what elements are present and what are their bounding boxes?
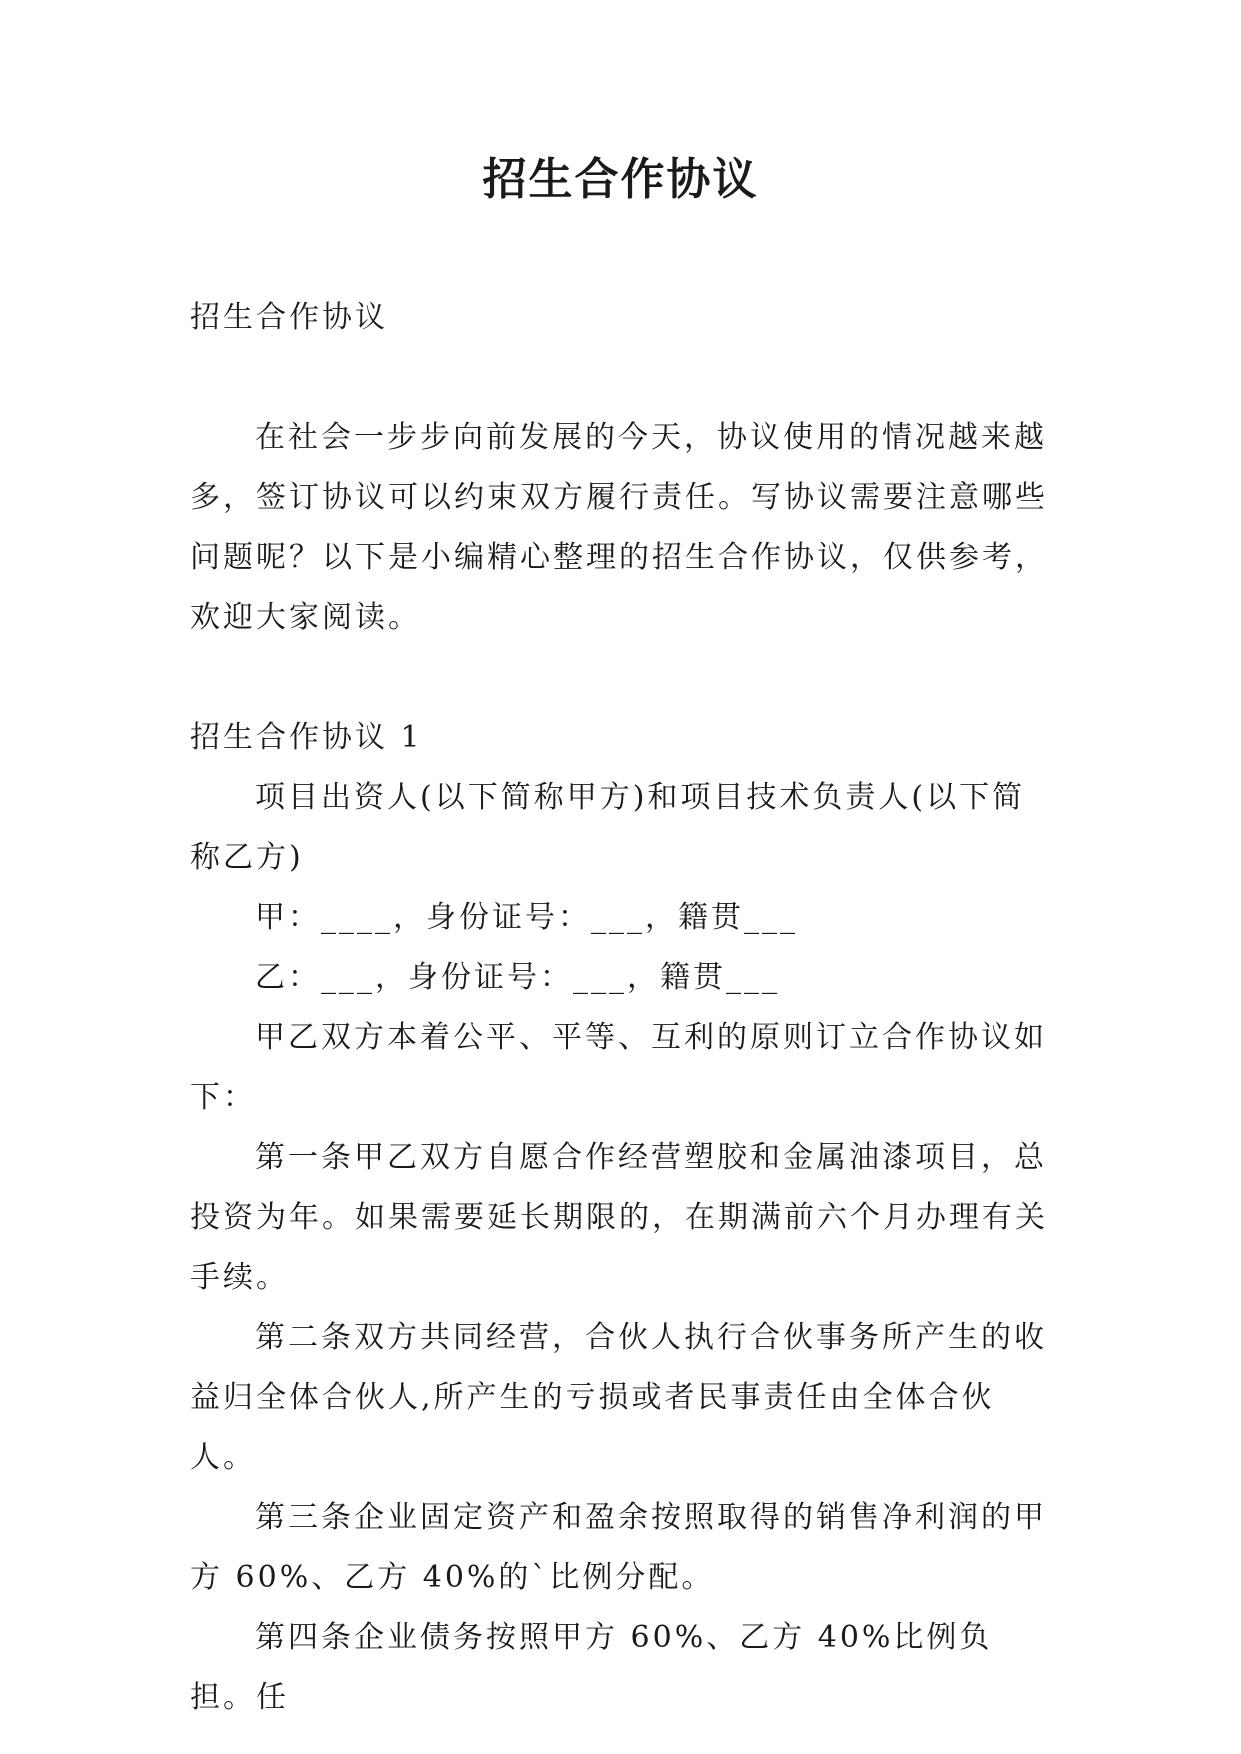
article-2: 第二条双方共同经营，合伙人执行合伙事务所产生的收益归全体合伙人,所产生的亏损或者民事责任由全体合伙人。 [190,1320,1047,1475]
article-1: 第一条甲乙双方自愿合作经营塑胶和金属油漆项目，总投资为年。如果需要延长期限的，在期满前六个月办理有关手续。 [190,1140,1048,1295]
document-subtitle: 招生合作协议 [190,300,388,335]
article-3: 第三条企业固定资产和盈余按照取得的销售净利润的甲方 60%、乙方 40%的`比例分配。 [190,1500,1047,1595]
intro-paragraph: 在社会一步步向前发展的今天，协议使用的情况越来越多，签订协议可以约束双方履行责任。写协议需要注意哪些问题呢？以下是小编精心整理的招生合作协议，仅供参考，欢迎大家阅读。 [190,420,1048,635]
party-a-line: 甲：____，身份证号：___，籍贯___ [255,900,798,935]
document-body [190,288,1052,1728]
section-heading: 招生合作协议 1 [190,720,423,755]
article-4: 第四条企业债务按照甲方 60%、乙方 40%比例负担。任 [190,1620,993,1715]
parties-paragraph: 项目出资人(以下简称甲方)和项目技术负责人(以下简称乙方) [190,780,1026,875]
principle-paragraph: 甲乙双方本着公平、平等、互利的原则订立合作协议如下： [190,1020,1047,1115]
party-b-line: 乙：___，身份证号：___，籍贯___ [255,960,780,995]
document-title: 招生合作协议 [482,154,759,205]
